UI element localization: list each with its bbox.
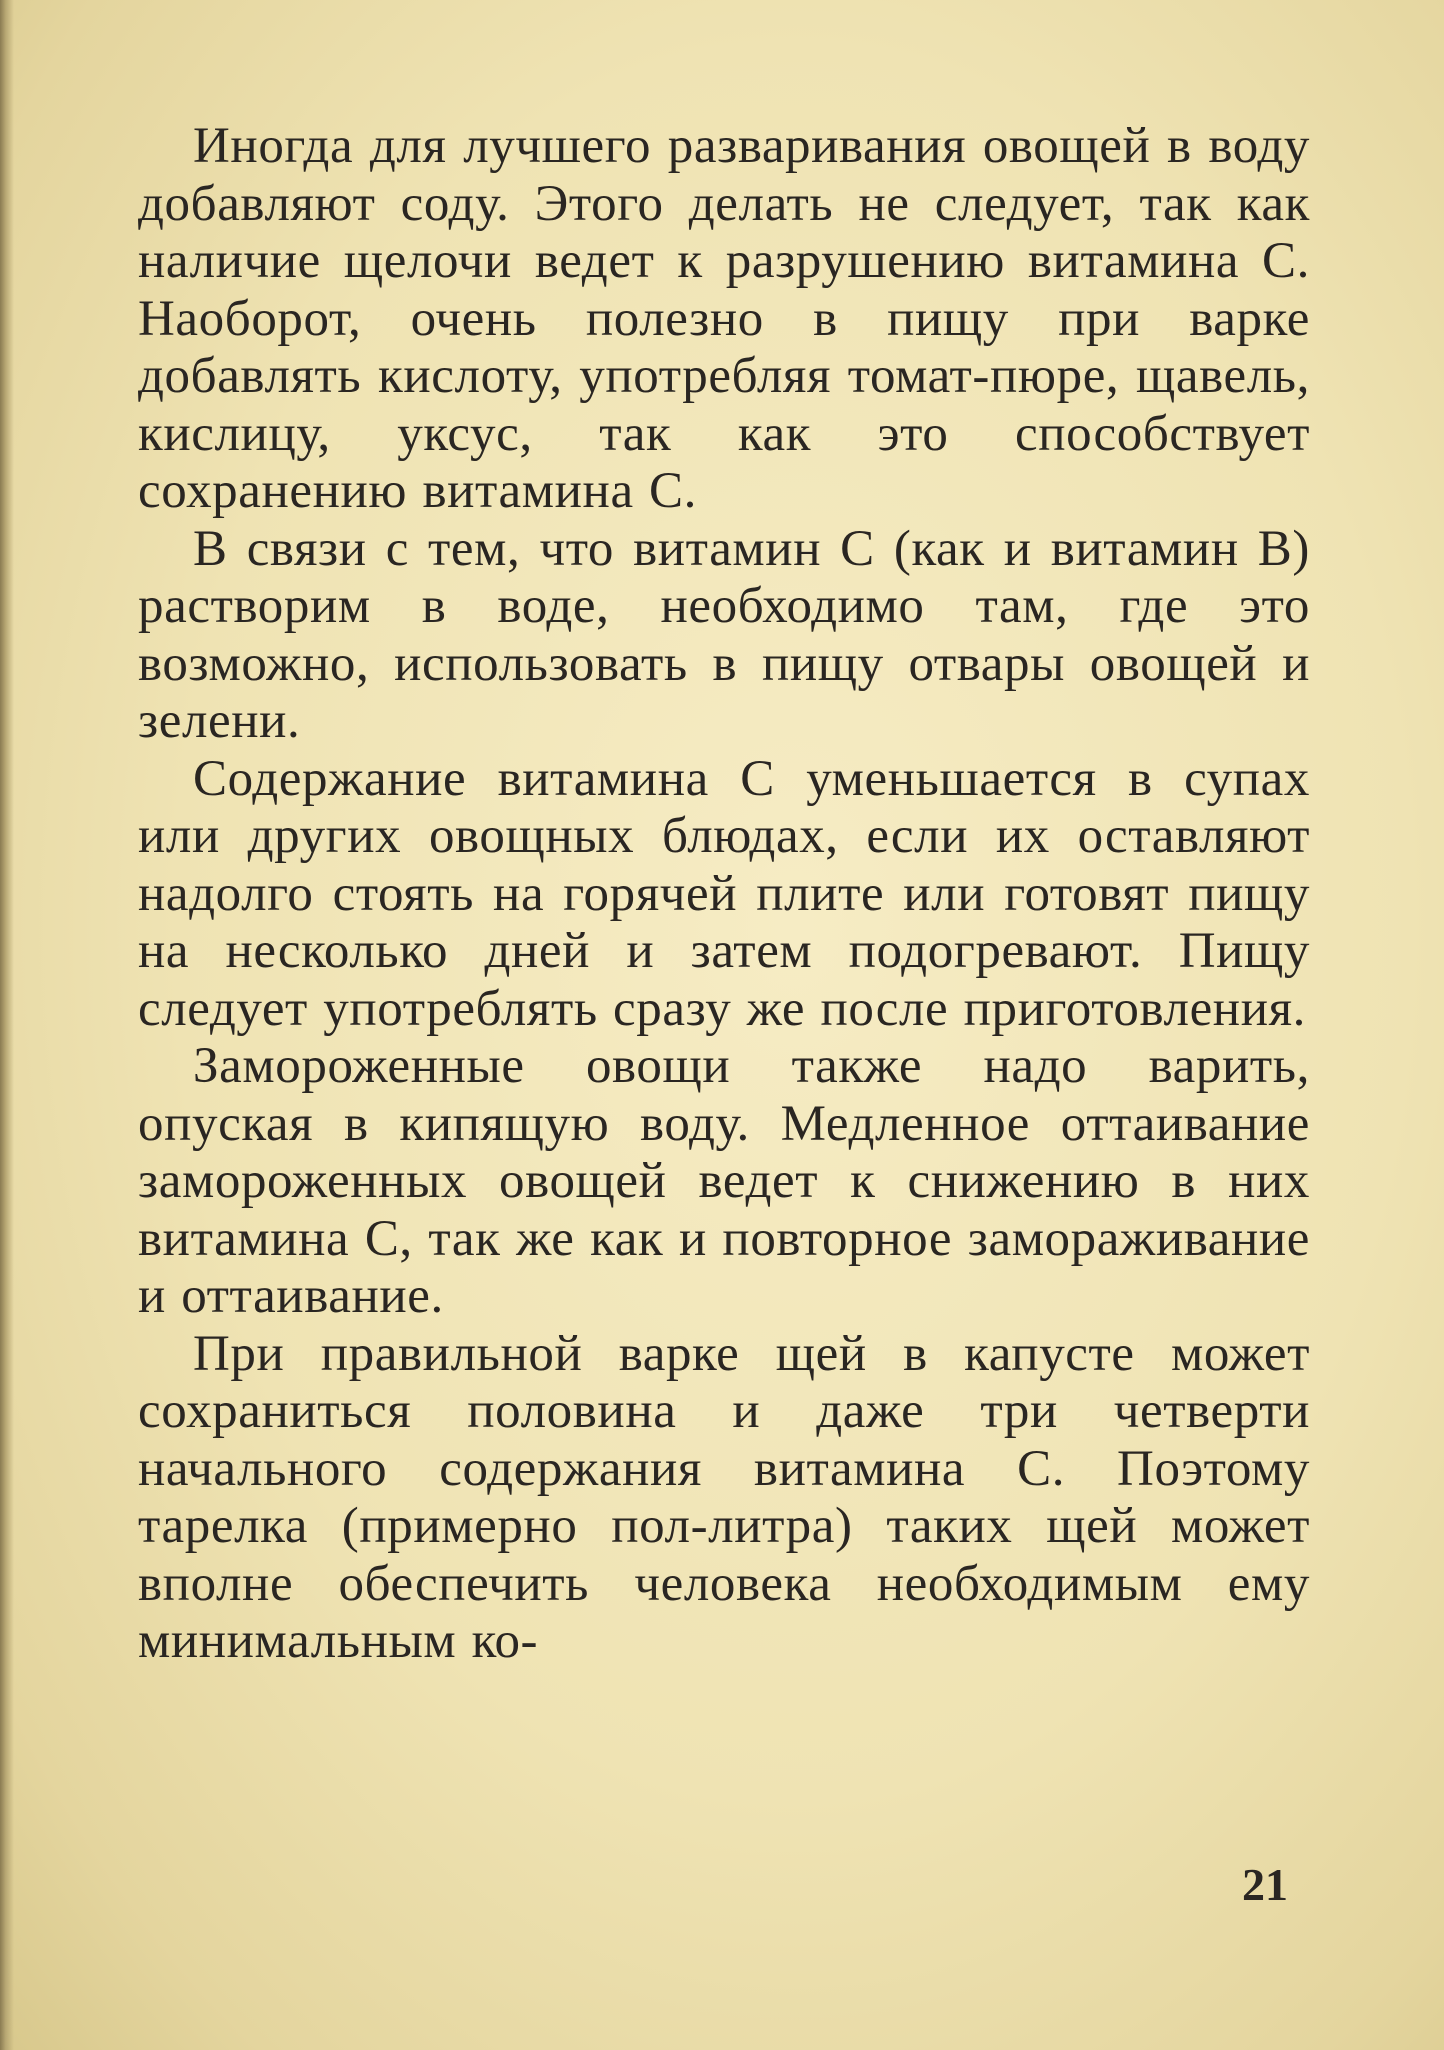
page-number: 21 (1242, 1859, 1288, 1910)
paragraph-3: Содержание витамина С уменьшается в супах или других овощных блюдах, если их оставляют надолго стоять на горячей плите или готовят пищу на несколько дней и затем подогревают. Пищу следует употреблять сразу же после приготовления. (138, 750, 1310, 1037)
body-text (138, 118, 1310, 1671)
paragraph-2: В связи с тем, что витамин С (как и витамин В) растворим в воде, необходимо там, где это возможно, использовать в пищу отвары овощей и зелени. (138, 520, 1310, 749)
paragraph-1: Иногда для лучшего разваривания овощей в воду добавляют соду. Этого делать не следует, так как наличие щелочи ведет к разрушению витамина С. Наоборот, очень полезно в пищу при варке добавлять кислоту, употребляя томат-пюре, щавель, кислицу, уксус, так как это способствует сохранению витамина С. (138, 118, 1310, 519)
page-binding-edge (0, 0, 14, 2050)
paragraph-5: При правильной варке щей в капусте может сохраниться половина и даже три четверти начального содержания витамина С. Поэтому тарелка (примерно пол-литра) таких щей может вполне обеспечить человека необходимым ему минимальным ко- (138, 1325, 1310, 1669)
paragraph-4: Замороженные овощи также надо варить, опуская в кипящую воду. Медленное оттаивание замороженных овощей ведет к снижению в них витамина С, так же как и повторное замораживание и оттаивание. (138, 1038, 1310, 1324)
